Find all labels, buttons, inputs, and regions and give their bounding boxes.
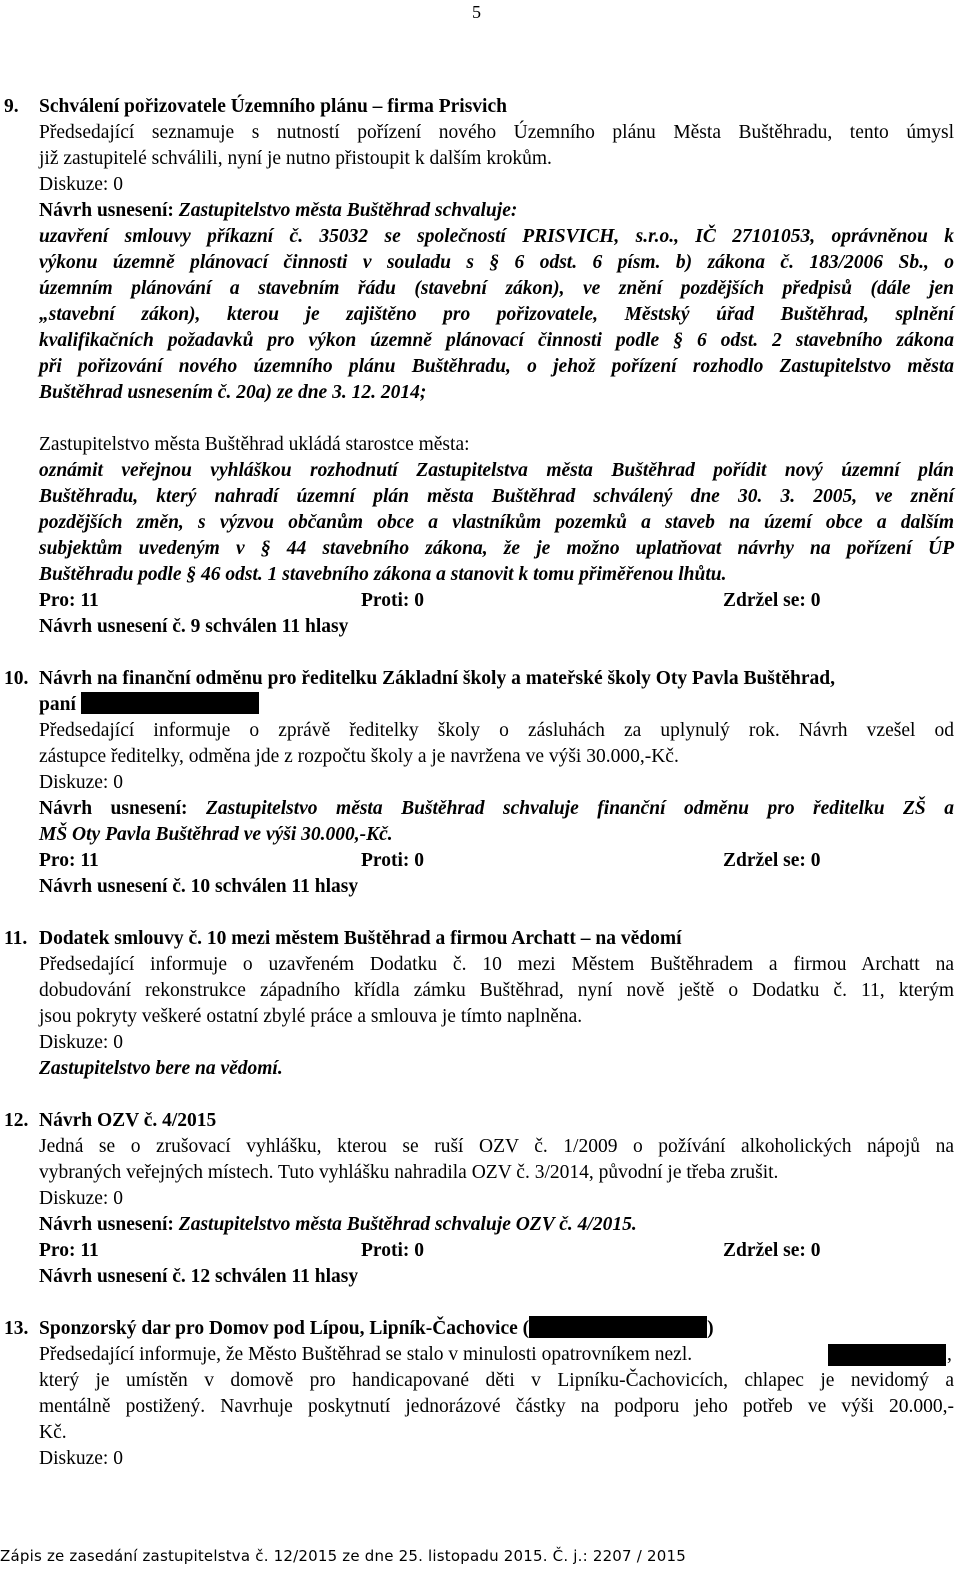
resolution-line	[0, 328, 960, 354]
diskuze: Diskuze: 0	[39, 1032, 123, 1053]
text: Předsedající seznamuje s nutností pořízení nového Územního plánu Města Buštěhradu, tento úmysl	[39, 122, 954, 143]
section-11-heading	[0, 926, 960, 952]
uklada-line	[0, 536, 960, 562]
resolution-line: MŠ Oty Pavla Buštěhrad ve výši 30.000,-Kč.	[39, 824, 393, 845]
section-title: Sponzorský dar pro Domov pod Lípou, Lipník-Čachovice (	[39, 1318, 530, 1339]
vote-zdrzel: Zdržel se: 0	[723, 1240, 821, 1261]
resolution-line	[0, 354, 960, 380]
paragraph-line: Kč.	[39, 1422, 67, 1443]
section-title-cont	[0, 692, 960, 718]
paragraph-line	[0, 952, 960, 978]
resolution-result: Návrh usnesení č. 9 schválen 11 hlasy	[39, 616, 349, 637]
text: mentálně postižený. Navrhuje poskytnutí jednorázové částky na podporu jeho potřeb ve výši 20.000,-	[39, 1396, 954, 1417]
resolution-text: Zastupitelstvo města Buštěhrad schvaluje:	[173, 200, 518, 221]
paragraph-line	[0, 1368, 960, 1394]
text: při pořizování nového územního plánu Buštěhradu, o jehož pořízení rozhodlo Zastupitelstvo města	[39, 356, 954, 377]
resolution-text: Zastupitelstvo města Buštěhrad schvaluje OZV č. 4/2015.	[173, 1214, 637, 1235]
section-number: 10.	[4, 668, 29, 689]
paragraph-line: vybraných veřejných místech. Tuto vyhlášku nahradila OZV č. 3/2014, původní je třeba zrušit.	[39, 1162, 779, 1183]
section-number: 12.	[4, 1110, 29, 1131]
uklada-line	[0, 510, 960, 536]
vote-zdrzel: Zdržel se: 0	[723, 850, 821, 871]
section-title: Návrh na finanční odměnu pro ředitelku Základní školy a mateřské školy Oty Pavla Buštěhrad,	[39, 668, 835, 689]
resolution-line	[0, 250, 960, 276]
text: výkonu územně plánovací činnosti v souladu s § 6 odst. 6 písm. b) zákona č. 183/2006 Sb., o	[39, 252, 954, 273]
diskuze: Diskuze: 0	[39, 1448, 123, 1469]
uklada-line: Buštěhradu podle § 46 odst. 1 stavebního zákona a stanovit k tomu přiměřenou lhůtu.	[39, 564, 727, 585]
diskuze: Diskuze: 0	[39, 772, 123, 793]
vote-pro: Pro: 11	[39, 850, 99, 871]
text: )	[707, 1318, 714, 1339]
text: Předsedající informuje o uzavřeném Dodatku č. 10 mezi Městem Buštěhradem a firmou Archatt na	[39, 954, 954, 975]
text: paní	[39, 694, 76, 715]
vote-result	[0, 588, 960, 614]
page-number: 5	[472, 2, 481, 22]
vote-result	[0, 1238, 960, 1264]
vote-proti: Proti: 0	[361, 1240, 424, 1261]
resolution-label: Návrh usnesení:	[39, 200, 174, 221]
section-number: 9.	[4, 96, 19, 117]
diskuze: Diskuze: 0	[39, 1188, 123, 1209]
section-number: 11.	[4, 928, 28, 949]
page-footer: Zápis ze zasedání zastupitelstva č. 12/2015 ze dne 25. listopadu 2015. Č. j.: 2207 / 2015	[0, 1547, 686, 1565]
text: územním plánování a stavebním řádu (stavební zákon), ve znění pozdějších předpisů (dále jen	[39, 278, 954, 299]
document-body	[0, 94, 960, 1472]
text: který je umístěn v domově pro handicapované děti v Lipníku-Čachovicích, chlapec je nevidomý a	[39, 1370, 954, 1391]
uklada-heading: Zastupitelstvo města Buštěhrad ukládá starostce města:	[39, 434, 470, 455]
resolution-result: Návrh usnesení č. 12 schválen 11 hlasy	[39, 1266, 359, 1287]
vote-zdrzel: Zdržel se: 0	[723, 590, 821, 611]
resolution-result: Návrh usnesení č. 10 schválen 11 hlasy	[39, 876, 359, 897]
resolution-proposal	[0, 198, 960, 224]
text: dobudování rekonstrukce západního křídla zámku Buštěhrad, nyní nově ještě o Dodatku č. 11, kterým	[39, 980, 954, 1001]
vote-proti: Proti: 0	[361, 590, 424, 611]
text: kvalifikačních požadavků pro výkon územně plánovací činnosti podle § 6 odst. 2 stavebního zákona	[39, 330, 954, 351]
text: pozdějších změn, s výzvou občanům obce a vlastníkům pozemků a staveb na území obce a dalším	[39, 512, 954, 533]
paragraph-line	[0, 978, 960, 1004]
resolution-line	[0, 276, 960, 302]
text: Jedná se o zrušovací vyhlášku, kterou se ruší OZV č. 1/2009 o požívání alkoholických nápojů na	[39, 1136, 954, 1157]
text: oznámit veřejnou vyhláškou rozhodnutí Zastupitelstva města Buštěhrad pořídit nový územní plán	[39, 460, 954, 481]
text: ,	[947, 1344, 952, 1365]
text: subjektům uvedeným v § 44 stavebního zákona, že je možno uplatňovat návrhy na pořízení ÚP	[39, 538, 954, 559]
paragraph-line	[0, 120, 960, 146]
resolution-text: Zastupitelstvo města Buštěhrad schvaluje finanční odměnu pro ředitelku ZŠ a	[187, 798, 954, 819]
resolution-line: Buštěhrad usnesením č. 20a) ze dne 3. 12. 2014;	[39, 382, 427, 403]
paragraph-line	[0, 1134, 960, 1160]
text: Předsedající informuje, že Město Buštěhrad se stalo v minulosti opatrovníkem nezl.	[39, 1344, 693, 1365]
text: Buštěhradu, který nahradí územní plán města Buštěhrad schválený dne 30. 3. 2005, ve znění	[39, 486, 954, 507]
resolution-line	[0, 302, 960, 328]
paragraph-line: zástupce ředitelky, odměna jde z rozpočtu školy a je navržena ve výši 30.000,-Kč.	[39, 746, 679, 767]
paragraph-line	[0, 1342, 960, 1368]
resolution-proposal	[0, 1212, 960, 1238]
resolution-proposal	[0, 796, 960, 822]
section-12-heading	[0, 1108, 960, 1134]
uklada-line	[0, 484, 960, 510]
vote-result	[0, 848, 960, 874]
section-number: 13.	[4, 1318, 29, 1339]
resolution-label: Návrh usnesení:	[39, 798, 188, 819]
section-13-heading	[0, 1316, 960, 1342]
section-10-heading	[0, 666, 960, 692]
vote-proti: Proti: 0	[361, 850, 424, 871]
section-title: Dodatek smlouvy č. 10 mezi městem Buštěhrad a firmou Archatt – na vědomí	[39, 928, 682, 949]
redacted-name	[828, 1344, 946, 1366]
resolution-noted: Zastupitelstvo bere na vědomí.	[39, 1058, 283, 1079]
redacted-name	[81, 692, 259, 714]
text: Předsedající informuje o zprávě ředitelky školy o zásluhách za uplynulý rok. Návrh vzešel od	[39, 720, 954, 741]
section-9-heading	[0, 94, 960, 120]
resolution-line	[0, 224, 960, 250]
diskuze: Diskuze: 0	[39, 174, 123, 195]
paragraph-line	[0, 718, 960, 744]
section-title: Návrh OZV č. 4/2015	[39, 1110, 217, 1131]
resolution-label: Návrh usnesení:	[39, 1214, 174, 1235]
uklada-line	[0, 458, 960, 484]
paragraph-line: jsou pokryty veškeré ostatní zbylé práce a smlouva je tímto naplněna.	[39, 1006, 583, 1027]
section-title: Schválení pořizovatele Územního plánu – firma Prisvich	[39, 96, 507, 117]
vote-pro: Pro: 11	[39, 590, 99, 611]
text: uzavření smlouvy příkazní č. 35032 se společností PRISVICH, s.r.o., IČ 27101053, oprávněnou k	[39, 226, 954, 247]
vote-pro: Pro: 11	[39, 1240, 99, 1261]
redacted-name	[529, 1316, 707, 1338]
paragraph-line	[0, 1394, 960, 1420]
paragraph-line: již zastupitelé schválili, nyní je nutno přistoupit k dalším krokům.	[39, 148, 552, 169]
text: „stavební zákon), kterou je zajištěno pro pořizovatele, Městský úřad Buštěhrad, splnění	[39, 304, 954, 325]
